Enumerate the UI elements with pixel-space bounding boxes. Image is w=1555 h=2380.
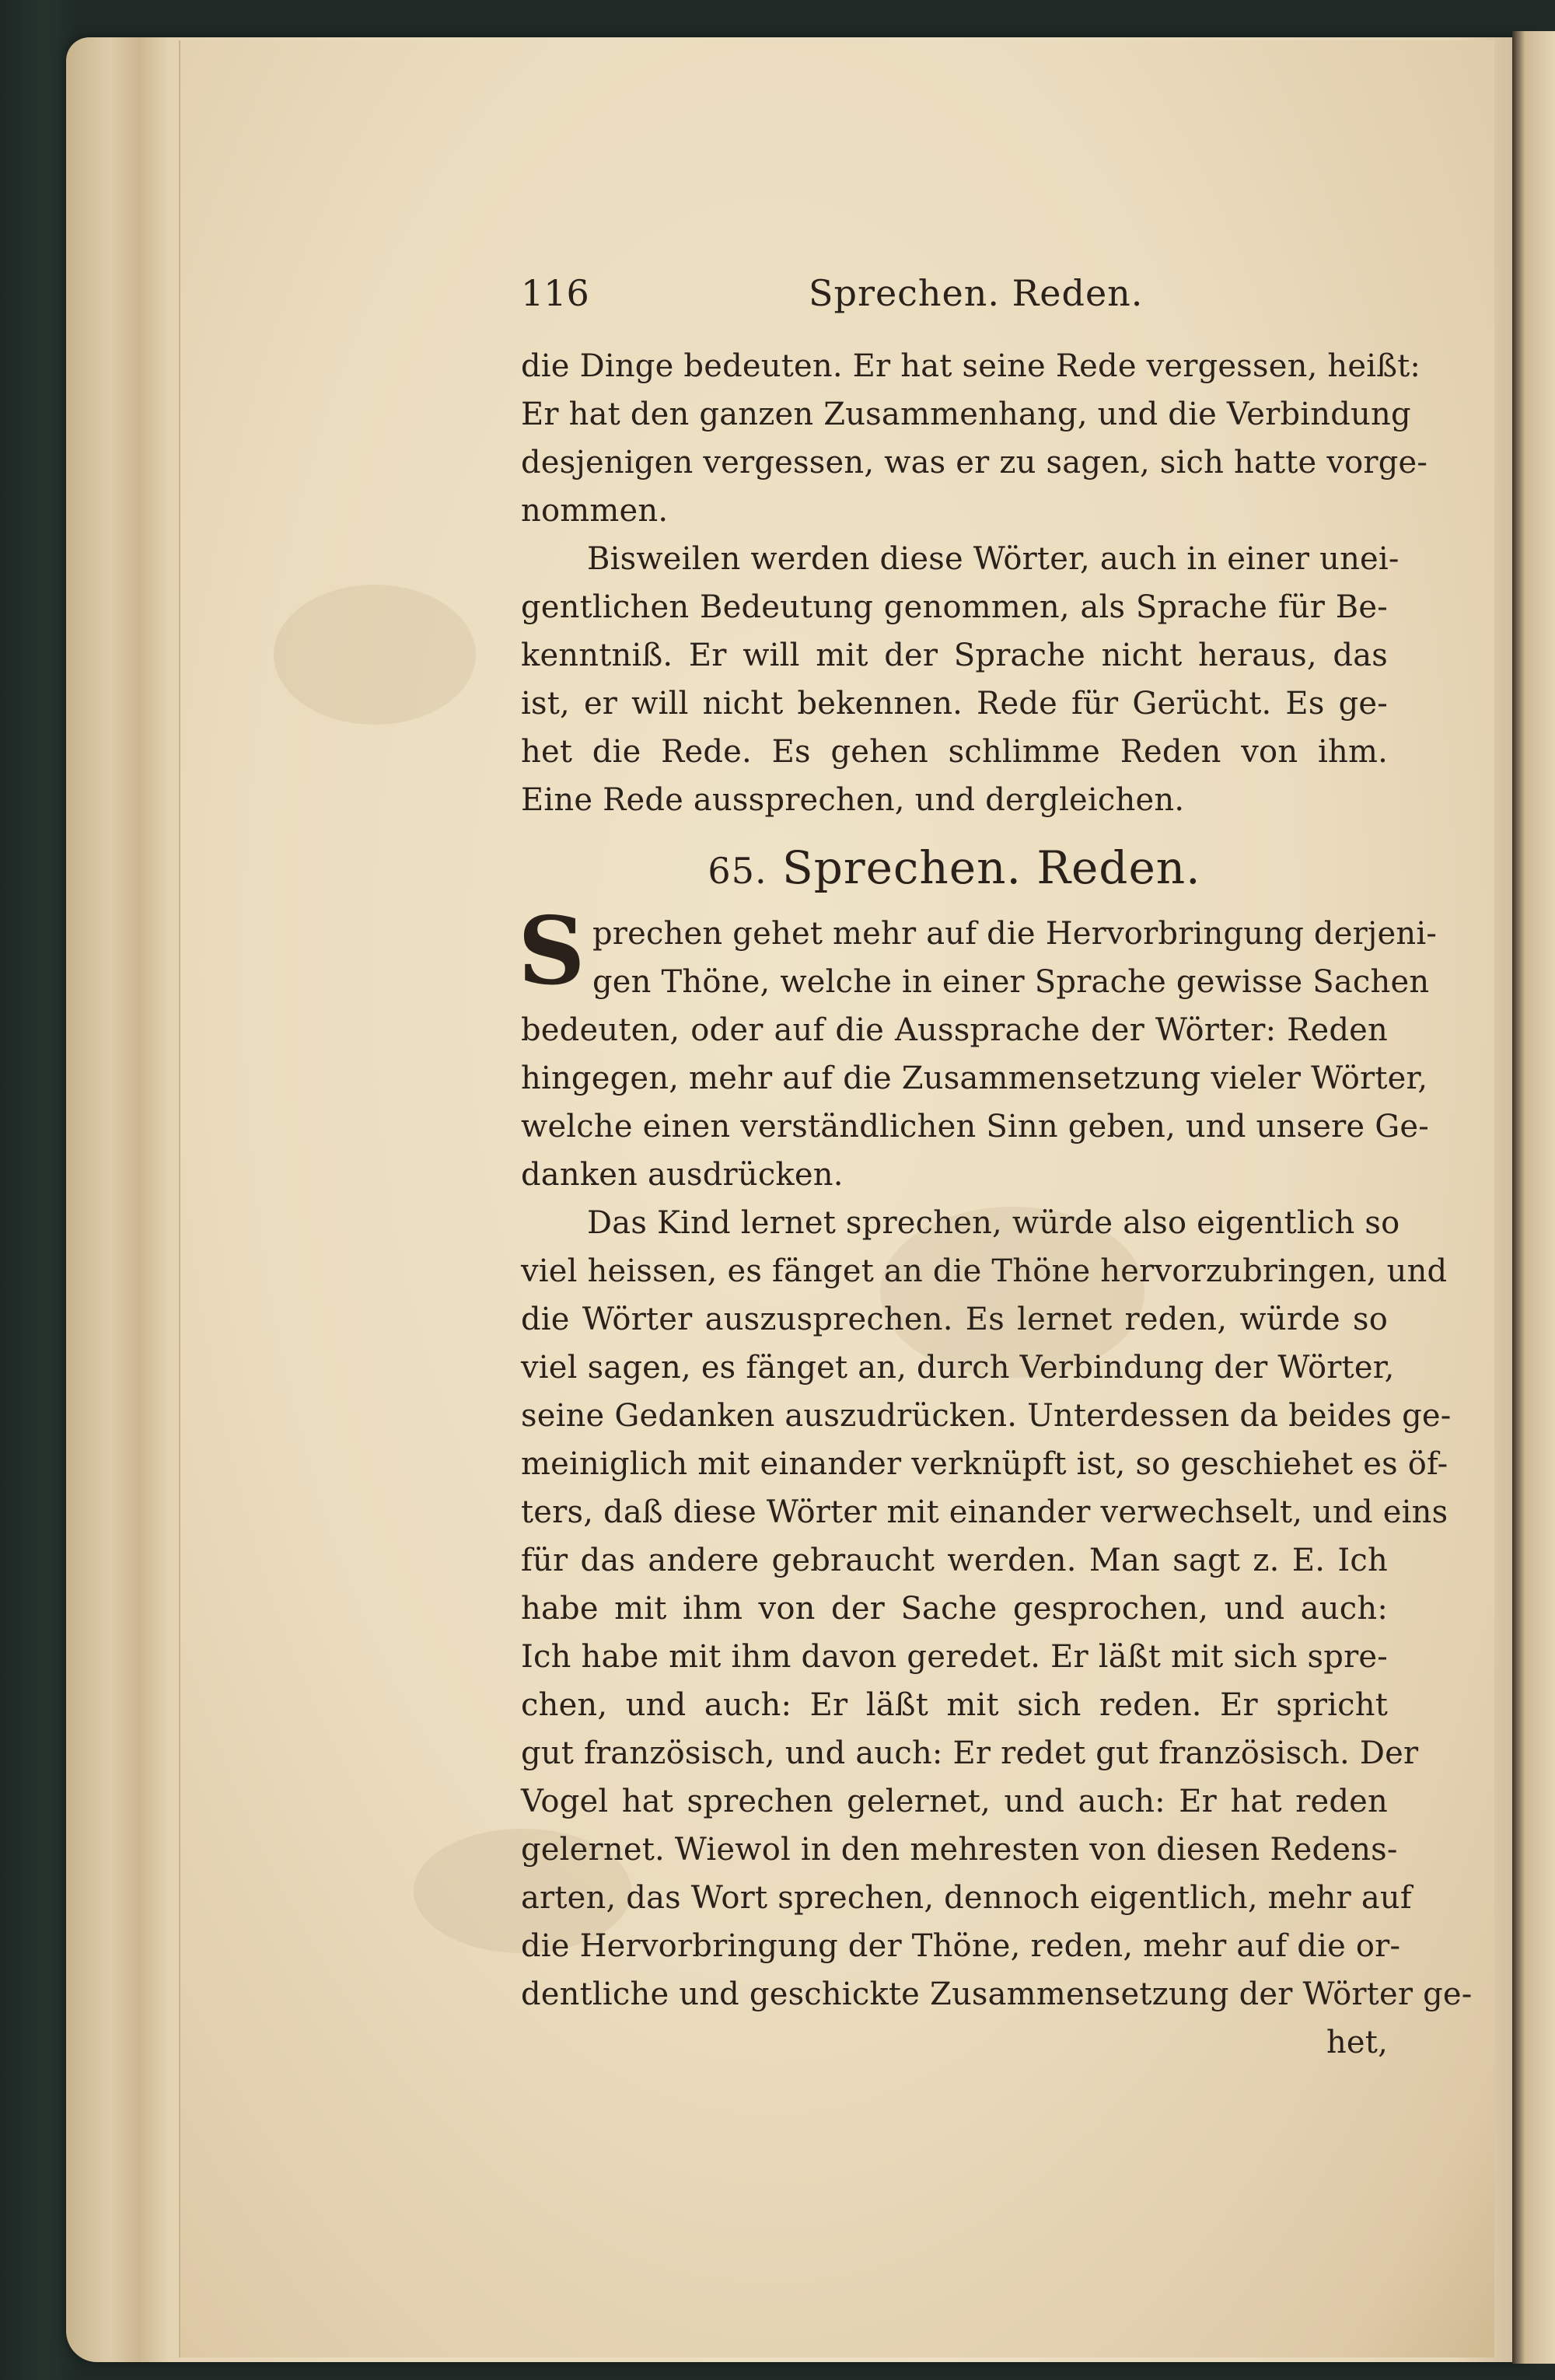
text-line: seine Gedanken auszudrücken. Unterdessen da beides ge-: [521, 1398, 1452, 1434]
paragraph-definition: [518, 896, 1438, 1199]
running-title: Sprechen. Reden.: [809, 272, 1144, 314]
continuation-paragraph: [521, 342, 1428, 535]
text-line: Das Kind lernet sprechen, würde also eigentlich so: [587, 1205, 1400, 1241]
next-page-edge: [1512, 31, 1555, 2364]
text-line: viel heissen, es fänget an die Thöne hervorzubringen, und: [521, 1253, 1448, 1289]
text-line: chen, und auch: Er läßt mit sich reden. Er spricht: [521, 1687, 1388, 1723]
page-number: 116: [521, 272, 589, 314]
text-line: die Wörter auszusprechen. Es lernet reden, würde so: [521, 1302, 1388, 1337]
text-line: desjenigen vergessen, was er zu sagen, sich hatte vorge-: [521, 445, 1428, 481]
text-line: ist, er will nicht bekennen. Rede für Gerücht. Es ge-: [521, 686, 1388, 722]
text-line: bedeuten, oder auf die Aussprache der Wörter: Reden: [521, 1012, 1388, 1048]
text-line: Er hat den ganzen Zusammenhang, und die Verbindung: [521, 397, 1411, 432]
text-line: meiniglich mit einander verknüpft ist, so geschiehet es öf-: [521, 1446, 1448, 1482]
text-line: Vogel hat sprechen gelernet, und auch: Er hat reden: [521, 1784, 1388, 1819]
text-line: arten, das Wort sprechen, dennoch eigentlich, mehr auf: [521, 1880, 1412, 1916]
text-line: habe mit ihm von der Sache gesprochen, und auch:: [521, 1591, 1388, 1627]
text-line: viel sagen, es fänget an, durch Verbindung der Wörter,: [521, 1350, 1395, 1386]
text-line: die Hervorbringung der Thöne, reden, mehr auf die or-: [521, 1928, 1401, 1964]
text-line: gut französisch, und auch: Er redet gut französisch. Der: [521, 1735, 1419, 1771]
text-line: Bisweilen werden diese Wörter, auch in einer unei-: [587, 541, 1400, 577]
text-line: hingegen, mehr auf die Zusammensetzung vieler Wörter,: [521, 1061, 1428, 1096]
page-text: [518, 257, 1473, 2067]
text-line: die Dinge bedeuten. Er hat seine Rede vergessen, heißt:: [521, 348, 1421, 384]
text-line: ters, daß diese Wörter mit einander verwechselt, und eins: [521, 1494, 1448, 1530]
section-heading: [521, 829, 1388, 910]
text-line: het die Rede. Es gehen schlimme Reden von ihm.: [521, 734, 1388, 770]
paragraph-figurative-use: [521, 535, 1400, 824]
text-line: welche einen verständlichen Sinn geben, und unsere Ge-: [521, 1109, 1429, 1145]
section-number: 65.: [708, 850, 767, 892]
section-title: Sprechen. Reden.: [782, 841, 1201, 894]
text-line: dentliche und geschickte Zusammensetzung der Wörter ge-: [521, 1976, 1473, 2012]
text-line: danken ausdrücken.: [521, 1157, 844, 1193]
text-line: gen Thöne, welche in einer Sprache gewisse Sachen: [592, 964, 1430, 1000]
text-line: Ich habe mit ihm davon geredet. Er läßt mit sich spre-: [521, 1639, 1388, 1675]
text-line: gentlichen Bedeutung genommen, als Sprache für Be-: [521, 589, 1388, 625]
text-line: kenntniß. Er will mit der Sprache nicht heraus, das: [521, 638, 1388, 673]
text-line: gelernet. Wiewol in den mehresten von diesen Redens-: [521, 1832, 1398, 1868]
text-line: Eine Rede aussprechen, und dergleichen.: [521, 782, 1185, 818]
paper-stain: [274, 585, 476, 725]
text-line: prechen gehet mehr auf die Hervorbringung derjeni-: [592, 916, 1438, 952]
running-head: [521, 257, 1388, 327]
text-line: für das andere gebraucht werden. Man sagt z. E. Ich: [521, 1543, 1388, 1578]
paragraph-examples: [521, 1199, 1473, 2067]
catchword: het,: [1326, 2025, 1388, 2060]
drop-cap: S: [518, 896, 585, 1006]
text-line: nommen.: [521, 493, 669, 529]
